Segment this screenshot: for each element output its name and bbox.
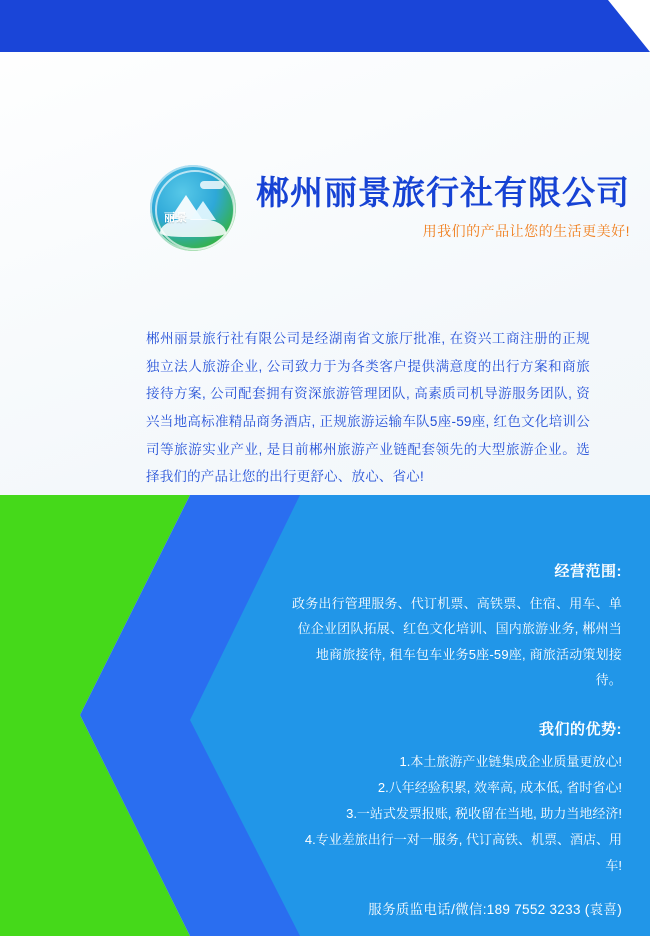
- contact-line: 服务质监电话/微信:189 7552 3233 (袁喜): [368, 902, 622, 917]
- list-item: 4.专业差旅出行一对一服务, 代订高铁、机票、酒店、用车!: [304, 832, 622, 874]
- top-blue-band: [0, 0, 650, 52]
- company-title: 郴州丽景旅行社有限公司: [256, 173, 630, 211]
- business-scope-heading: 经营范围:: [554, 563, 622, 580]
- list-item: 3.一站式发票报账, 税收留在当地, 助力当地经济!: [346, 806, 622, 822]
- intro-paragraph: 郴州丽景旅行社有限公司是经湖南省文旅厅批准, 在资兴工商注册的正规独立法人旅游企业, 公司致力于为各类客户提供满意度的出行方案和商旅接待方案, 公司配套拥有资深旅游管理团队, 高素质司机导游服务团队, 资兴当地高标准精品商务酒店, 正规旅游运输车队5座-59座, 红色文化培训公司等旅游实业产业, 是目前郴州旅游产业链配套领先的大型旅游企业。选择我们的产品让您的出行更舒心、放心、省心!: [146, 331, 590, 485]
- list-item: 2.八年经验积累, 效率高, 成本低, 省时省心!: [377, 780, 622, 796]
- list-item: 1.本土旅游产业链集成企业质量更放心!: [399, 754, 622, 770]
- business-scope-text: 政务出行管理服务、代订机票、高铁票、住宿、用车、单位企业团队拓展、红色文化培训、国内旅游业务, 郴州当地商旅接待, 租车包车业务5座-59座, 商旅活动策划接待。: [292, 596, 623, 688]
- title-block: [254, 175, 630, 241]
- top-band-corner-notch: [608, 0, 650, 52]
- company-slogan: 用我们的产品让您的生活更美好!: [422, 223, 630, 240]
- advantages-list: [292, 749, 622, 879]
- logo-cloud-icon: [200, 181, 224, 189]
- logo-mountain-secondary-icon: [190, 201, 216, 220]
- logo-text: 丽景: [164, 212, 188, 224]
- header: [150, 165, 630, 251]
- panel-spacer: [292, 692, 622, 718]
- advantages-heading: 我们的优势:: [539, 721, 622, 739]
- company-logo-icon: [150, 165, 236, 251]
- info-panel: [292, 560, 622, 879]
